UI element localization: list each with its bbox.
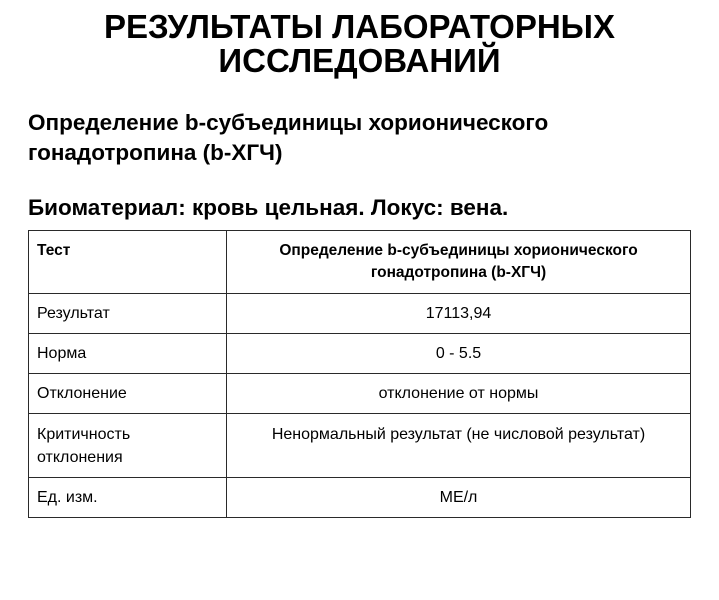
row-value: Ненормальный результат (не числовой результат): [227, 414, 691, 478]
row-value: 0 - 5.5: [227, 334, 691, 374]
document-title: [0, 10, 719, 78]
table-row-deviation: [29, 374, 691, 414]
biomaterial-line: Биоматериал: кровь цельная. Локус: вена.: [28, 195, 509, 220]
table-row-units: [29, 478, 691, 518]
row-label: Отклонение: [29, 374, 227, 414]
header-label-cell: Тест: [29, 231, 227, 294]
row-label: Результат: [29, 294, 227, 334]
results-table: [28, 230, 691, 518]
table-row-result: [29, 294, 691, 334]
header-value-cell: Определение b-субъединицы хорионического гонадотропина (b-ХГЧ): [227, 231, 691, 294]
row-value: МЕ/л: [227, 478, 691, 518]
test-heading: Определение b-субъединицы хорионического гонадотропина (b-ХГЧ): [28, 110, 549, 165]
row-label: Критичность отклонения: [29, 414, 227, 478]
table-row-norm: [29, 334, 691, 374]
row-label: Ед. изм.: [29, 478, 227, 518]
document-title-line-1: РЕЗУЛЬТАТЫ ЛАБОРАТОРНЫХ: [104, 8, 615, 45]
row-label: Норма: [29, 334, 227, 374]
row-value: отклонение от нормы: [227, 374, 691, 414]
document-title-line-2: ИССЛЕДОВАНИЙ: [218, 42, 501, 79]
table-row-deviation-criticality: [29, 414, 691, 478]
row-value: 17113,94: [227, 294, 691, 334]
table-header-row: [29, 231, 691, 294]
